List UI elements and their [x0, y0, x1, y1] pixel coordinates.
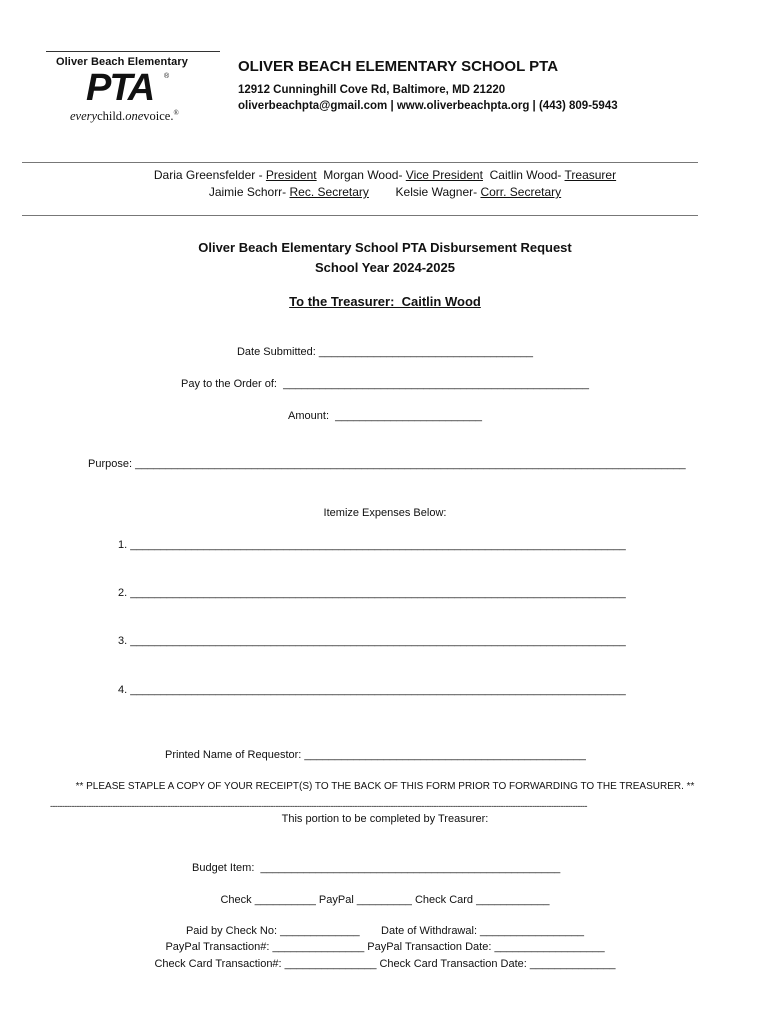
pta-logo — [84, 66, 174, 106]
officer-role: Vice President — [405, 168, 483, 182]
tagline-registered: ® — [173, 109, 179, 117]
officer-role: President — [265, 168, 317, 182]
budget-item-field[interactable]: Budget Item: _________________________________________________ — [192, 862, 561, 874]
payment-method-options[interactable]: Check __________ PayPal _________ Check Card ____________ — [220, 894, 550, 906]
officer-role: Treasurer — [564, 168, 617, 182]
to-treasurer: To the Treasurer: Caitlin Wood — [289, 294, 481, 309]
treasurer-heading: This portion to be completed by Treasurer: — [281, 813, 489, 825]
officer-name: Caitlin Wood- — [482, 168, 565, 182]
pta-logo-registered: ® — [164, 73, 170, 80]
officer-name: Morgan Wood- — [316, 168, 406, 182]
tagline-one: one — [125, 109, 144, 124]
form-title: Oliver Beach Elementary School PTA Disbursement Request — [198, 240, 572, 255]
header-divider — [22, 162, 698, 163]
school-year: School Year 2024-2025 — [315, 260, 455, 275]
expense-item-2[interactable]: 2. _________________________________________________________________________________ — [118, 587, 626, 599]
logo-tagline — [70, 109, 179, 124]
org-name: OLIVER BEACH ELEMENTARY SCHOOL PTA — [238, 58, 559, 75]
officers-line-2 — [0, 185, 770, 199]
check-card-transaction-field[interactable]: Check Card Transaction#: _______________ Check Card Transaction Date: ______________ — [154, 958, 616, 970]
itemize-label: Itemize Expenses Below: — [323, 507, 447, 519]
amount-field[interactable]: Amount: ________________________ — [288, 410, 482, 422]
org-address: 12912 Cunninghill Cove Rd, Baltimore, MD 21220 — [238, 84, 506, 96]
logo-rule — [46, 51, 220, 52]
tagline-every: every — [70, 109, 98, 124]
officer-role: Corr. Secretary — [480, 185, 562, 199]
expense-item-3[interactable]: 3. _________________________________________________________________________________ — [118, 635, 626, 647]
date-submitted-field[interactable]: Date Submitted: ___________________________________ — [236, 346, 534, 358]
staple-note: ** PLEASE STAPLE A COPY OF YOUR RECEIPT(S) TO THE BACK OF THIS FORM PRIOR TO FORWARDING TO THE TREASURER. ** — [75, 781, 695, 792]
logo-school-name: Oliver Beach Elementary — [56, 56, 188, 68]
purpose-field[interactable]: Purpose: __________________________________________________________________________________________ — [88, 458, 686, 470]
officer-name: Daria Greensfelder - — [153, 168, 266, 182]
officer-role: Rec. Secretary — [289, 185, 369, 199]
cut-line: -------------------------------------------------------------------------------------------------------------------------------------------------------------------------------------------------------------------------------- — [50, 801, 587, 811]
officer-name: Kelsie Wagner- — [368, 185, 481, 199]
tagline-child: child. — [97, 109, 126, 124]
paypal-transaction-field[interactable]: PayPal Transaction#: _______________ PayPal Transaction Date: __________________ — [165, 941, 605, 953]
pay-to-field[interactable]: Pay to the Order of: __________________________________________________ — [181, 378, 589, 390]
pta-logo-mark: PTA — [86, 67, 154, 106]
expense-item-1[interactable]: 1. _________________________________________________________________________________ — [118, 539, 626, 551]
expense-item-4[interactable]: 4. _________________________________________________________________________________ — [118, 684, 626, 696]
officer-name: Jaimie Schorr- — [208, 185, 290, 199]
tagline-voice: voice. — [143, 109, 174, 124]
check-number-field[interactable]: Paid by Check No: _____________ Date of Withdrawal: _________________ — [185, 925, 585, 937]
printed-name-field[interactable]: Printed Name of Requestor: ______________________________________________ — [165, 749, 586, 761]
officers-line-1 — [0, 168, 770, 182]
org-contact: oliverbeachpta@gmail.com | www.oliverbeachpta.org | (443) 809-5943 — [238, 100, 618, 112]
officers-divider — [22, 215, 698, 216]
